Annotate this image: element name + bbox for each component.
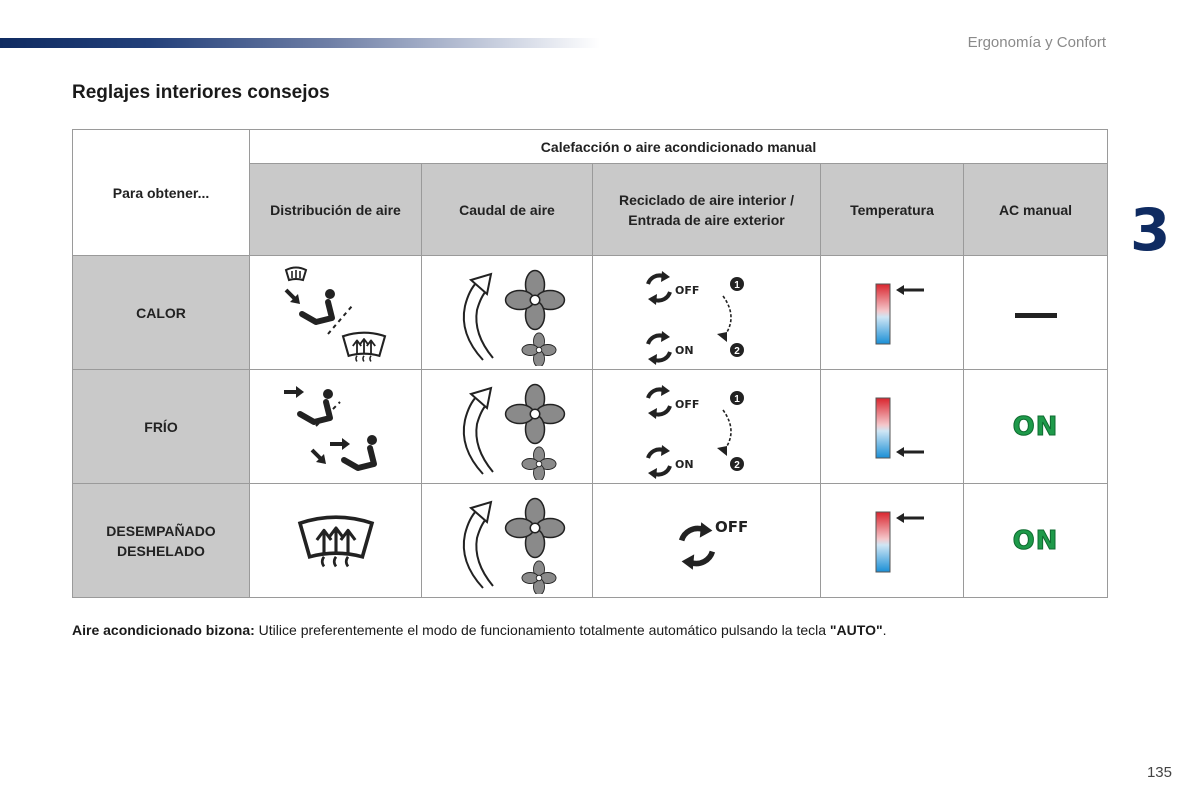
flow-cell bbox=[422, 484, 593, 598]
temperature-gauge-icon bbox=[852, 260, 932, 366]
page-title: Reglajes interiores consejos bbox=[72, 82, 330, 103]
table-row bbox=[73, 484, 1108, 598]
note-lead: Aire acondicionado bizona: bbox=[72, 622, 255, 638]
air-distribution-icon bbox=[266, 260, 406, 366]
off-label: OFF bbox=[714, 517, 748, 536]
air-flow-icon bbox=[447, 374, 567, 480]
note-key: "AUTO" bbox=[829, 622, 883, 638]
recirculation-cell bbox=[593, 256, 821, 370]
ac-off-dash bbox=[1015, 313, 1057, 318]
ac-cell bbox=[964, 370, 1108, 484]
row-label-calor: CALOR bbox=[73, 256, 250, 370]
ac-on-label: ON bbox=[1012, 411, 1059, 442]
chapter-number: 3 bbox=[1130, 196, 1171, 264]
row-label-frio: FRÍO bbox=[73, 370, 250, 484]
ac-on-label: ON bbox=[1012, 525, 1059, 556]
col-header-ac: AC manual bbox=[964, 164, 1108, 256]
note-end: . bbox=[882, 622, 887, 638]
header-accent-bar bbox=[0, 38, 600, 48]
on-label: ON bbox=[674, 343, 694, 357]
off-label: OFF bbox=[674, 397, 699, 411]
temperature-cell bbox=[821, 256, 964, 370]
col-header-distribution: Distribución de aire bbox=[250, 164, 422, 256]
corner-header: Para obtener... bbox=[73, 130, 250, 256]
air-distribution-icon bbox=[266, 374, 406, 480]
air-flow-icon bbox=[447, 260, 567, 366]
col-header-recirculation-line1: Reciclado de aire interior / bbox=[618, 191, 795, 208]
temperature-gauge-icon bbox=[852, 488, 932, 594]
off-label: OFF bbox=[674, 283, 699, 297]
flow-cell bbox=[422, 370, 593, 484]
col-header-recirculation-line2: Entrada de aire exterior bbox=[628, 211, 785, 228]
row-label-defog-line2: DESHELADO bbox=[117, 542, 205, 559]
distribution-cell bbox=[250, 370, 422, 484]
table-row bbox=[73, 370, 1108, 484]
ac-cell bbox=[964, 484, 1108, 598]
step-1-marker: 1 bbox=[733, 279, 740, 291]
col-header-flow: Caudal de aire bbox=[422, 164, 593, 256]
step-1-marker: 1 bbox=[733, 393, 740, 405]
recirculation-off-icon bbox=[627, 488, 787, 594]
step-2-marker: 2 bbox=[733, 345, 740, 357]
on-label: ON bbox=[674, 457, 694, 471]
flow-cell bbox=[422, 256, 593, 370]
air-flow-icon bbox=[447, 488, 567, 594]
windshield-defrost-icon bbox=[266, 488, 406, 594]
ac-cell bbox=[964, 256, 1108, 370]
note-text: Utilice preferentemente el modo de funcionamiento totalmente automático pulsando la tecla bbox=[254, 622, 830, 638]
temperature-cell bbox=[821, 370, 964, 484]
row-label-defog-line1: DESEMPAÑADO bbox=[106, 522, 216, 539]
settings-table bbox=[72, 129, 1108, 598]
recirculation-cell bbox=[593, 370, 821, 484]
distribution-cell bbox=[250, 484, 422, 598]
page-number: 135 bbox=[1146, 764, 1172, 781]
recirculation-icon bbox=[627, 260, 787, 366]
col-header-temperature: Temperatura bbox=[821, 164, 964, 256]
section-title: Ergonomía y Confort bbox=[967, 34, 1106, 51]
bizone-note bbox=[72, 622, 887, 638]
recirculation-icon bbox=[627, 374, 787, 480]
step-2-marker: 2 bbox=[733, 459, 740, 471]
group-header: Calefacción o aire acondicionado manual bbox=[250, 130, 1108, 164]
temperature-gauge-icon bbox=[852, 374, 932, 480]
col-header-recirculation bbox=[593, 164, 821, 256]
recirculation-cell bbox=[593, 484, 821, 598]
row-label-defog bbox=[73, 484, 250, 598]
table-row bbox=[73, 256, 1108, 370]
temperature-cell bbox=[821, 484, 964, 598]
distribution-cell bbox=[250, 256, 422, 370]
